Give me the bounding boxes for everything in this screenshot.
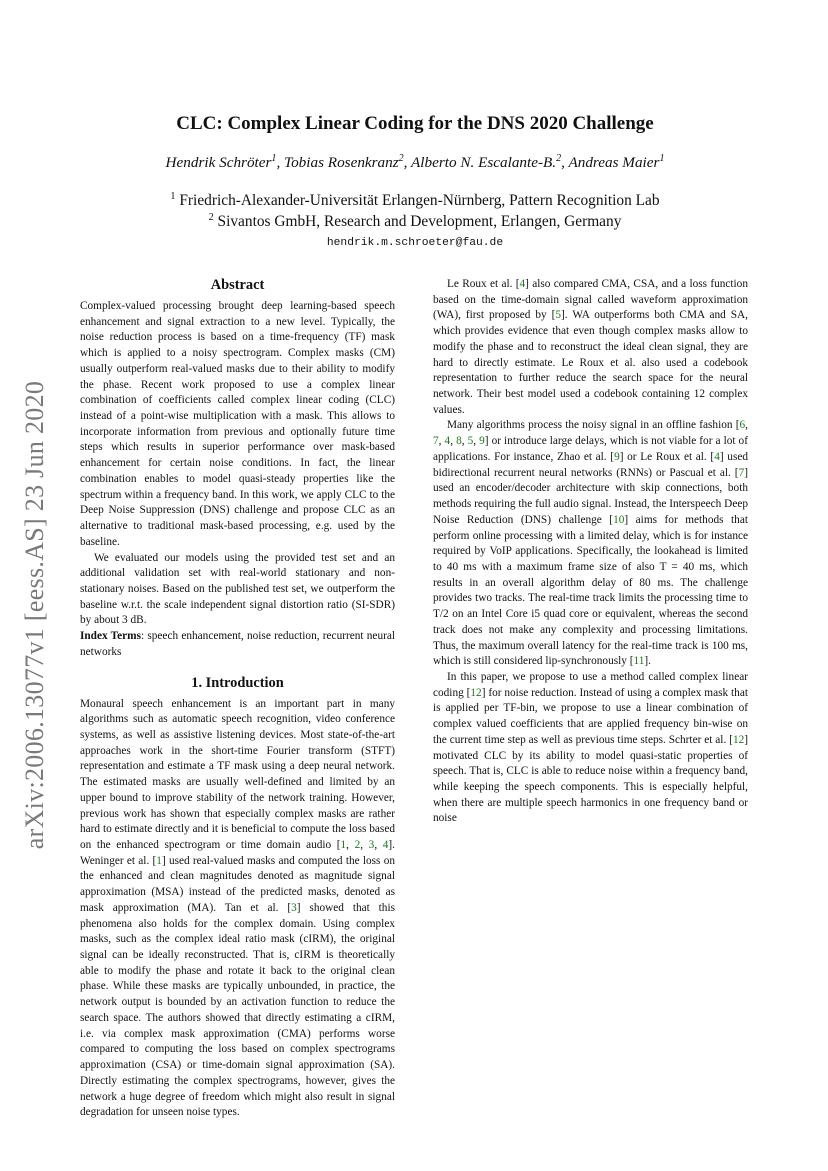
citation-link[interactable]: 9 — [614, 450, 620, 463]
abstract-paragraph: Complex-valued processing brought deep learning-based speech enhancement and signal extraction to a new level. Typically, the noise reduction process is based on a time-frequency (TF) mask which is applied to a noisy spectrogram. Complex masks (CM) usually outperform real-valued masks due to their ability to modify the phase. Recent work proposed to use a complex linear combination of coefficients called complex linear coding (CLC) instead of a point-wise multiplication with a mask. This allows to incorporate information from previous and optionally future time steps which results in superior performance over mask-based enhancement for certain noise conditions. In fact, the linear combination enables to model quasi-steady properties like the spectrum within a frequency band. In this work, we apply CLC to the Deep Noise Suppression (DNS) challenge and propose CLC as an alternative to traditional mask-based processing, e.g. used by the baseline. — [80, 300, 395, 548]
affiliation-mark: 1 — [170, 190, 176, 202]
text-run: ]. — [644, 655, 651, 668]
left-column — [80, 276, 395, 1121]
citation-link[interactable]: 3 — [291, 901, 297, 914]
citation-link[interactable]: 8 — [456, 435, 462, 448]
citation-link[interactable]: 12 — [732, 733, 745, 746]
citation-link[interactable]: 4 — [714, 450, 720, 463]
author-name: Hendrik Schröter — [165, 154, 272, 171]
citation-link[interactable]: 5 — [555, 309, 562, 322]
affiliation-mark: 2 — [208, 211, 214, 223]
citation-link[interactable]: 4 — [519, 278, 526, 290]
body-paragraph: Many algorithms process the noisy signal in an offline fashion [6, 7, 4, 8, 5, 9] or introduce large delays, which is not viable for a lot of applications. For instance, Zhao et al. [9] or Le Roux et al. [4] used bidirectional recurrent neural networks (RNNs) or Pascual et al. [7] used an encoder/decoder architecture with skip connections, both methods requiring the full audio signal. Instead, the Interspeech Deep Noise Reduction (DNS) challenge [10] aims for methods that perform online processing with a limited delay, which is for instance required by VoIP applications. Specifically, the lookahead is limited to 40 ms with a maximum frame size of also T = 40 ms, which results in an overall algorithm delay of 80 ms. The challenge provides two tracks. The real-time track limits the processing time to T/2 on an Intel Core i5 quad core or equivalent, whereas the second track does not make any complexity and processing limitations. Thus, the maximum overall latency for the real-time track is 100 ms, which is still considered lip-synchronously [11]. — [433, 419, 748, 668]
contact-email: hendrik.m.schroeter@fau.de — [326, 237, 504, 249]
author-list: Hendrik Schröter$^1$, Tobias Rosenkranz$^2$, Alberto N. Escalante-B.$^2$, Andreas Maier$^1$ — [165, 152, 665, 171]
citation-link[interactable]: 9 — [479, 435, 485, 448]
author-name: Andreas Maier — [568, 154, 660, 171]
citation-link[interactable]: 4 — [382, 839, 389, 851]
text-run: In this paper, we propose to use a method called complex linear coding [ — [433, 670, 748, 699]
text-run: ] or Le Roux et al. [ — [619, 450, 715, 463]
author-affiliation-mark: 1 — [659, 152, 665, 164]
text-run: Le Roux et al. [ — [447, 278, 520, 290]
affiliation-text: Friedrich-Alexander-Universität Erlangen-Nürnberg, Pattern Recognition Lab — [179, 192, 660, 209]
text-run: Many algorithms process the noisy signal in an offline fashion [ — [447, 419, 740, 432]
text-run: ] for noise reduction. Instead of using a complex mask that is applied per TF-bin, we propose to use a linear combination of complex valued coefficients that are applied frequency bin-wise on the current time step as well as previous time steps. Schrter et al. [ — [433, 686, 748, 746]
arxiv-identifier — [14, 360, 56, 870]
affiliation-text: Sivantos GmbH, Research and Development, Erlangen, Germany — [217, 213, 622, 230]
index-terms — [80, 629, 395, 660]
right-column — [433, 277, 748, 827]
text-run: ] motivated CLC by its ability to model quasi-static properties of speech. That is, CLC is able to reduce noise within a frequency band, while keeping the speech components. This is especially helpful, when there are multiple speech harmonics in one frequency band or noise — [433, 733, 748, 825]
citation-link[interactable]: 3 — [368, 839, 375, 851]
author-affiliation-mark: 2 — [556, 152, 562, 164]
citation-link[interactable]: 5 — [467, 435, 474, 448]
abstract-heading: Abstract — [210, 277, 265, 293]
citation-link[interactable]: 11 — [633, 655, 645, 668]
text-run: ] used an encoder/decoder architecture with skip connections, both methods requiring the full audio signal. Instead, the Interspeech Deep Noise Reduction (DNS) challenge [ — [433, 466, 748, 526]
text-run: ] or introduce large delays, which is not viable for a lot of applications. For instance, Zhao et al. [ — [433, 435, 748, 463]
affiliation-1 — [80, 192, 750, 210]
body-paragraph — [433, 670, 748, 827]
arxiv-identifier-text: arXiv:2006.13077v1 [eess.AS] 23 Jun 2020 — [20, 380, 49, 850]
citation-link[interactable]: 1 — [156, 854, 162, 867]
affiliation-2 — [80, 213, 750, 231]
paper-title: CLC: Complex Linear Coding for the DNS 2020 Challenge — [176, 113, 654, 134]
index-terms-text: : speech enhancement, noise reduction, recurrent neural networks — [80, 630, 396, 658]
text-run: ] used real-valued masks and computed the loss on the enhanced and clean magnitudes denoted as magnitude signal approximation (MSA) instead of the predicted masks, denoted as mask approximation (MA). Tan et al. [ — [80, 854, 395, 914]
citation-link[interactable]: 12 — [470, 686, 482, 699]
text-run: ] aims for methods that perform online processing with a limited delay, which is for instance required by VoIP applications. Specifically, the lookahead is limited to 40 ms with a maximum frame size of also T = 40 ms, which results in an overall algorithm delay of 80 ms. The challenge provides two tracks. The real-time track limits the processing time to T/2 on an Intel Core i5 quad core or equivalent, whereas the second track does not make any complexity and processing limitations. Thus, the maximum overall latency for the real-time track is 100 ms, which is still considered lip-synchronously [ — [433, 513, 748, 668]
text-run: ] also compared CMA, CSA, and a loss function based on the time-domain signal called waveform approximation (WA), first proposed by [ — [433, 278, 748, 322]
introduction-heading: 1. Introduction — [191, 674, 284, 691]
body-paragraph: Monaural speech enhancement is an important part in many algorithms such as automatic speech recognition, video conference systems, as well as assistive listening devices. Most state-of-the-art approaches work in the short-time Fourier transform (STFT) representation and estimate a TF mask using a deep neural network. The estimated masks are usually well-defined and limited by an upper bound to improve stability of the network training. However, previous work has shown that especially complex masks are rather hard to estimate directly and it is beneficial to compute the loss based on the enhanced spectrogram or time domain audio [1, 2, 3, 4]. Weninger et al. [1] used real-valued masks and computed the loss on the enhanced and clean magnitudes denoted as magnitude signal approximation (MSA) instead of the predicted masks, denoted as mask approximation (MA). Tan et al. [3] showed that this phenomena also holds for the complex domain. Using complex masks, such as the complex ideal ratio mask (cIRM), the original signal can be ideally reconstructed. That is, cIRM is theoretically able to modify the phase and rotate it back to the original clean phase. While these masks are typically unbounded, in practice, the network output is bounded by an activation function to reduce the search space. The authors showed that directly estimating a cIRM, i.e. via complex mask approximation (CMA) performs worse compared to computing the loss based on complex spectrograms approximation (CSA) or time-domain signal approximation (SA). Directly estimating the complex spectrograms, however, gives the network a huge degree of freedom which might also result in signal degradation for unseen noise types. — [80, 697, 395, 1119]
citation-link[interactable]: 2 — [354, 839, 361, 851]
author-affiliation-mark: 1 — [271, 152, 277, 164]
author-affiliation-mark: 2 — [398, 152, 404, 164]
citation-link[interactable]: 6 — [739, 419, 746, 432]
citation-link[interactable]: 7 — [433, 435, 439, 448]
citation-link[interactable]: 4 — [444, 435, 451, 448]
text-run: ]. Weninger et al. [ — [80, 839, 395, 867]
abstract-paragraph: We evaluated our models using the provided test set and an additional validation set with real-world stationary and non-stationary noises. Based on the published test set, we outperform the baseline w.r.t. the scale independent signal distortion ratio (SI-SDR) by about 3 dB. — [80, 551, 395, 627]
index-terms-label: Index Terms — [80, 630, 141, 643]
citation-link[interactable]: 10 — [613, 513, 625, 526]
author-name: Alberto N. Escalante-B. — [411, 154, 557, 171]
text-run: ] used bidirectional recurrent neural networks (RNNs) or Pascual et al. [ — [433, 450, 748, 479]
body-paragraph — [433, 277, 748, 418]
text-run: ] showed that this phenomena also holds for the complex domain. Using complex masks, such as the complex ideal ratio mask (cIRM), the original signal can be ideally reconstructed. That is, cIRM is theoretically able to modify the phase and rotate it back to the original clean phase. While these masks are typically unbounded, in practice, the network output is bounded by an activation function to reduce the search space. The authors showed that directly estimating a cIRM, i.e. via complex mask approximation (CMA) performs worse compared to computing the loss based on complex spectrograms approximation (CSA) or time-domain signal approximation (SA). Directly estimating the complex spectrograms, however, gives the network a huge degree of freedom which might also result in signal degradation for unseen noise types. — [80, 901, 395, 1119]
citation-link[interactable]: 7 — [738, 466, 745, 479]
citation-link[interactable]: 1 — [340, 839, 347, 851]
text-run: ]. WA outperforms both CMA and SA, which provides evidence that even though complex masks allow to modify the phase and to reconstruct the ideal clean signal, they are hard to directly estimate. Le Roux et al. also used a codebook representation to further reduce the search space for the neural network. Their best model used a codebook containing 12 complex values. — [433, 309, 748, 416]
text-run: Monaural speech enhancement is an important part in many algorithms such as automatic speech recognition, video conference systems, as well as assistive listening devices. Most state-of-the-art approaches work in the short-time Fourier transform (STFT) representation and estimate a TF mask using a deep neural network. The estimated masks are usually well-defined and limited by an upper bound to improve stability of the network training. However, previous work has shown that especially complex masks are rather hard to estimate directly and it is beneficial to compute the loss based on the enhanced spectrogram or time domain audio [ — [80, 697, 395, 851]
author-name: Tobias Rosenkranz — [284, 154, 399, 171]
